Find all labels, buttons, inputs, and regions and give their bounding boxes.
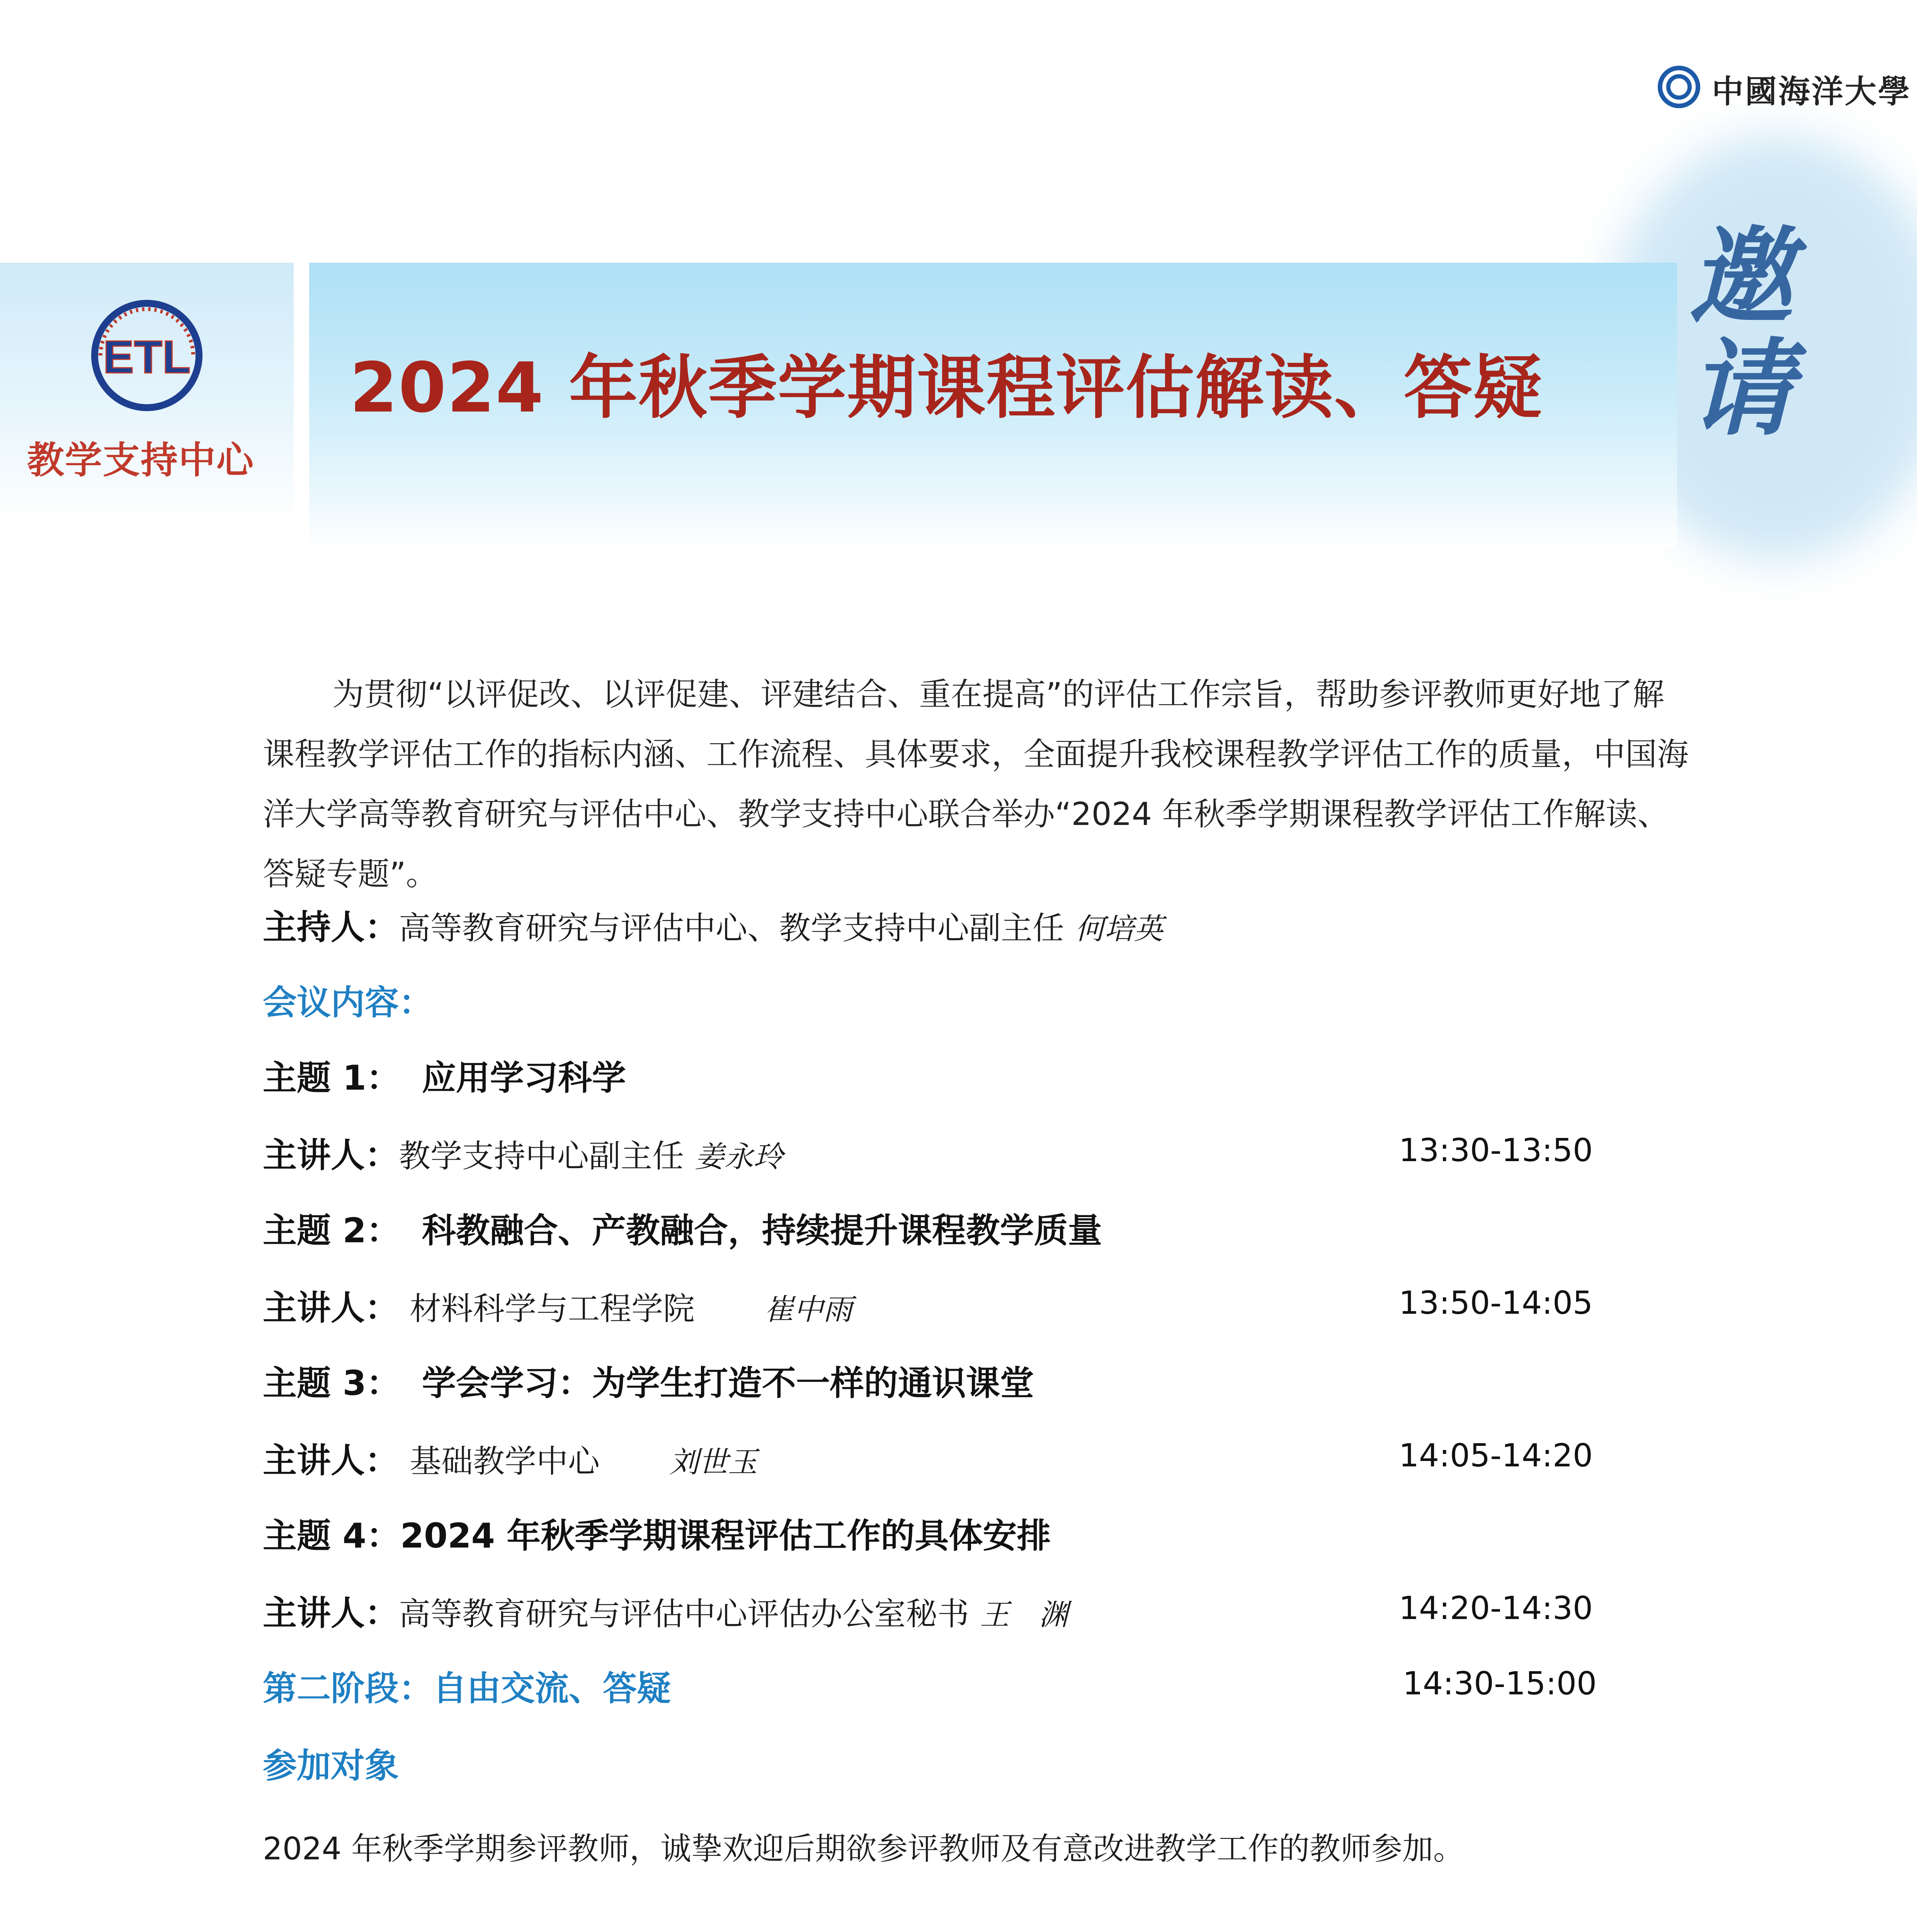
speaker-label: 主讲人： <box>263 1135 399 1175</box>
host-label: 主持人： <box>263 907 399 947</box>
stage2-time: 14:30-15:00 <box>1403 1665 1597 1702</box>
intro-paragraph: 为贯彻“以评促改、以评促建、评建结合、重在提高”的评估工作宗旨，帮助参评教师更好地了解课程教学评估工作的指标内涵、工作流程、具体要求，全面提升我校课程教学评估工作的质量，中国海洋大学高等教育研究与评估中心、教学支持中心联合举办“2024 年秋季学期课程教学评估工作解读、答疑专题”。 <box>263 676 1689 893</box>
speaker-time: 14:20-14:30 <box>1399 1590 1593 1627</box>
speaker-desc: 材料科学与工程学院 <box>410 1291 695 1327</box>
topic-title: 应用学习科学 <box>422 1058 626 1098</box>
speaker-time: 14:05-14:20 <box>1399 1437 1593 1474</box>
center-name: 教学支持中心 <box>27 439 254 482</box>
speaker-time: 13:30-13:50 <box>1399 1132 1593 1169</box>
page-title: 2024 年秋季学期课程评估解读、答疑 <box>350 348 1543 428</box>
speaker-name: 崔中雨 <box>764 1292 853 1327</box>
speaker-label: 主讲人： <box>263 1288 399 1328</box>
etl-logo-icon <box>73 298 220 413</box>
speaker-name: 王 渊 <box>980 1597 1068 1632</box>
agenda-heading: 会议内容： <box>263 983 433 1022</box>
host-desc: 高等教育研究与评估中心、教学支持中心副主任 <box>399 910 1065 947</box>
topic-label: 主题 4： <box>263 1516 400 1556</box>
topic-label: 主题 1： <box>263 1058 400 1098</box>
university-name: 中國海洋大學 <box>1712 73 1912 110</box>
speaker-label: 主讲人： <box>263 1440 399 1480</box>
topic-4 <box>263 1509 1051 1558</box>
audience-text: 2024 年秋季学期参评教师，诚挚欢迎后期欲参评教师及有意改进教学工作的教师参加。 <box>263 1831 1465 1867</box>
topic-title: 科教融合、产教融合，持续提升课程教学质量 <box>422 1211 1102 1250</box>
etl-logo-text: ETL <box>103 331 191 383</box>
topic-label: 主题 2： <box>263 1211 400 1250</box>
speaker-name: 姜永玲 <box>695 1139 783 1174</box>
speaker-4 <box>263 1586 1068 1635</box>
audience-heading: 参加对象 <box>263 1746 399 1786</box>
topic-title: 学会学习：为学生打造不一样的通识课堂 <box>422 1363 1034 1403</box>
host-name: 何培英 <box>1075 912 1163 946</box>
stage2-label: 第二阶段：自由交流、答疑 <box>263 1668 671 1708</box>
speaker-desc: 高等教育研究与评估中心评估办公室秘书 <box>399 1596 970 1633</box>
topic-1 <box>263 1051 626 1100</box>
speaker-desc: 教学支持中心副主任 <box>399 1138 684 1175</box>
topic-label: 主题 3： <box>263 1363 400 1403</box>
speaker-2 <box>263 1281 852 1330</box>
speaker-name: 刘世玉 <box>669 1445 758 1479</box>
topic-2 <box>263 1204 1102 1252</box>
speaker-desc: 基础教学中心 <box>410 1443 600 1480</box>
invite-calligraphy: 邀请 <box>1689 215 1793 450</box>
speaker-label: 主讲人： <box>263 1593 399 1633</box>
host-line <box>263 900 1163 949</box>
topic-3 <box>263 1356 1034 1405</box>
speaker-time: 13:50-14:05 <box>1399 1285 1593 1321</box>
topic-title: 2024 年秋季学期课程评估工作的具体安排 <box>400 1516 1051 1556</box>
university-logo-icon <box>1658 66 1700 108</box>
speaker-3 <box>263 1434 757 1482</box>
speaker-1 <box>263 1128 783 1177</box>
